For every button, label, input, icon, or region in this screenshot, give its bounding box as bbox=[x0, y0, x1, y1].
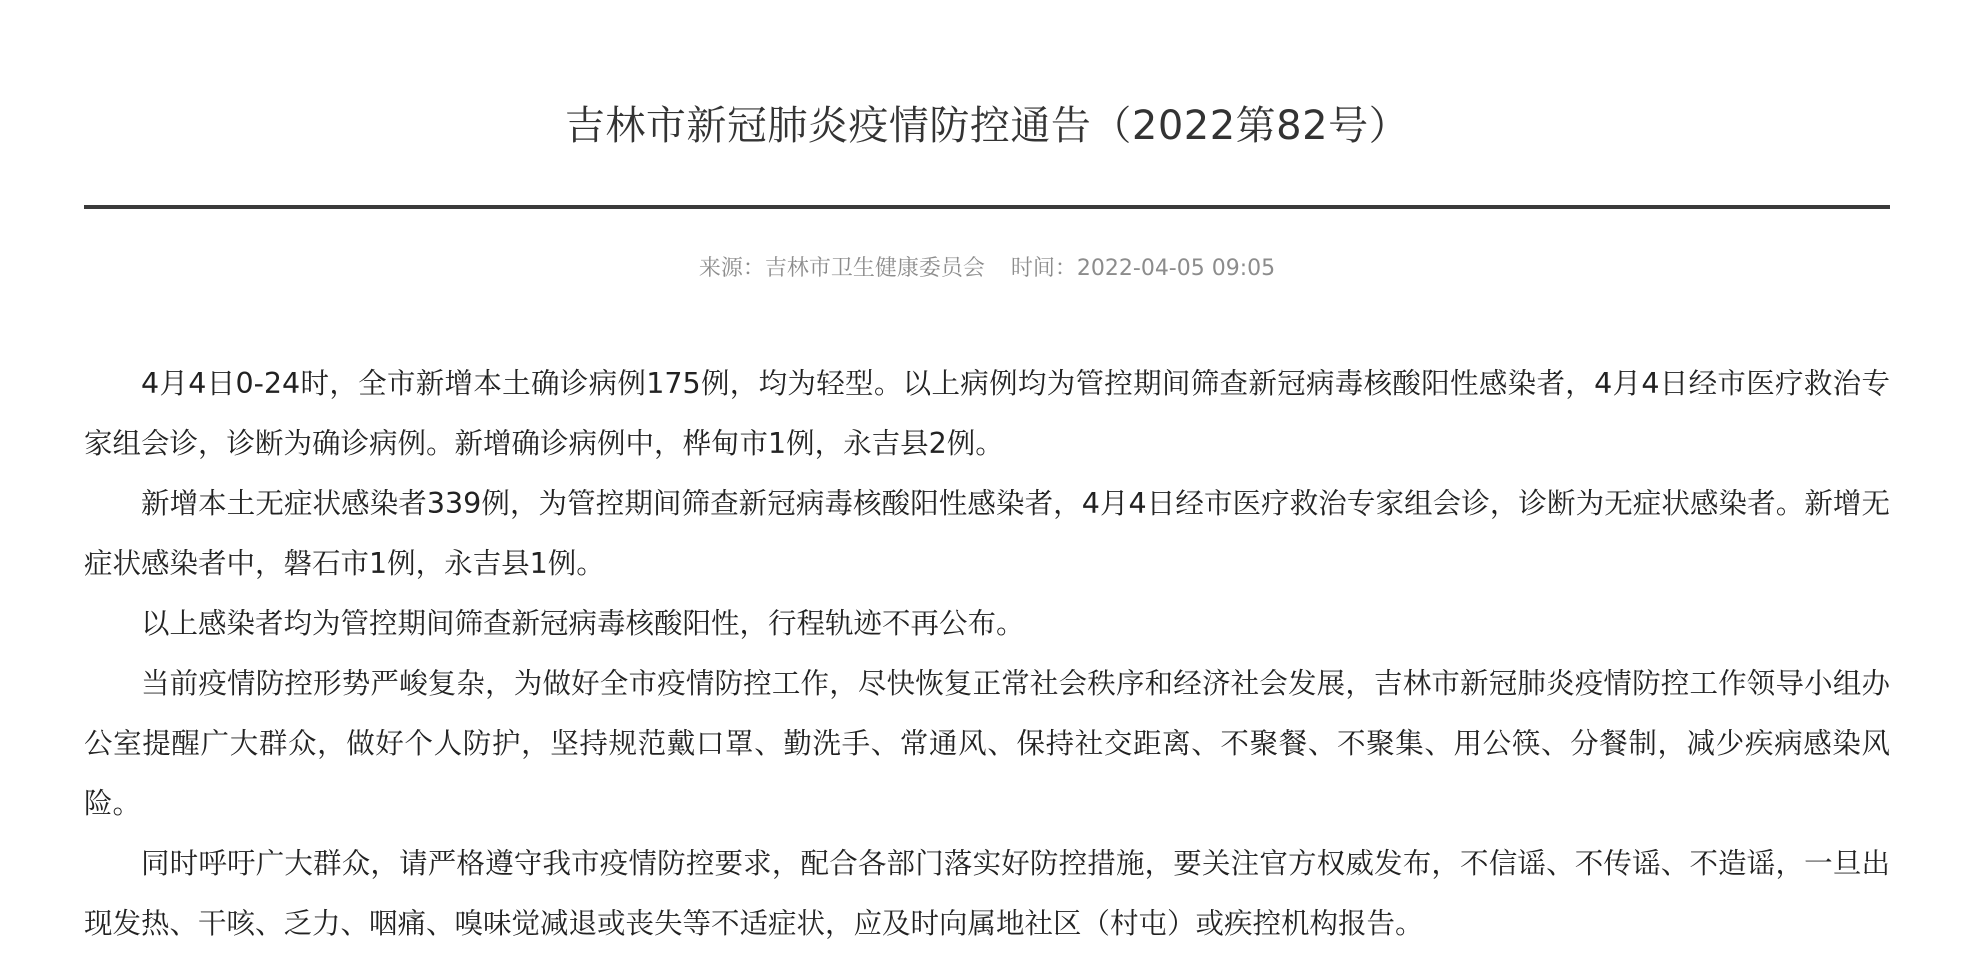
page-title: 吉林市新冠肺炎疫情防控通告（2022第82号） bbox=[564, 103, 1410, 149]
paragraph-1: 4月4日0-24时，全市新增本土确诊病例175例，均为轻型。以上病例均为管控期间筛查新冠病毒核酸阳性感染者，4月4日经市医疗救治专家组会诊，诊断为确诊病例。新增确诊病例中，桦甸市1例，永吉县2例。 bbox=[84, 367, 1890, 460]
paragraph-4: 当前疫情防控形势严峻复杂，为做好全市疫情防控工作，尽快恢复正常社会秩序和经济社会发展，吉林市新冠肺炎疫情防控工作领导小组办公室提醒广大群众，做好个人防护，坚持规范戴口罩、勤洗手、常通风、保持社交距离、不聚餐、不聚集、用公筷、分餐制，减少疾病感染风险。 bbox=[84, 667, 1890, 820]
paragraph-5: 同时呼吁广大群众，请严格遵守我市疫情防控要求，配合各部门落实好防控措施，要关注官方权威发布，不信谣、不传谣、不造谣，一旦出现发热、干咳、乏力、咽痛、嗅味觉减退或丧失等不适症状，应及时向属地社区（村屯）或疾控机构报告。 bbox=[84, 847, 1890, 940]
article bbox=[84, 0, 1890, 940]
source-value: 吉林市卫生健康委员会 bbox=[764, 256, 985, 281]
article-meta bbox=[84, 254, 1890, 284]
time-label: 时间： bbox=[1010, 256, 1077, 281]
title-divider bbox=[84, 205, 1890, 209]
source-label: 来源： bbox=[698, 256, 765, 281]
paragraph-3: 以上感染者均为管控期间筛查新冠病毒核酸阳性，行程轨迹不再公布。 bbox=[141, 607, 1025, 640]
paragraph-2: 新增本土无症状感染者339例，为管控期间筛查新冠病毒核酸阳性感染者，4月4日经市医疗救治专家组会诊，诊断为无症状感染者。新增无症状感染者中，磐石市1例，永吉县1例。 bbox=[84, 487, 1890, 580]
time-value: 2022-04-05 09:05 bbox=[1076, 256, 1276, 281]
article-body bbox=[84, 354, 1890, 954]
